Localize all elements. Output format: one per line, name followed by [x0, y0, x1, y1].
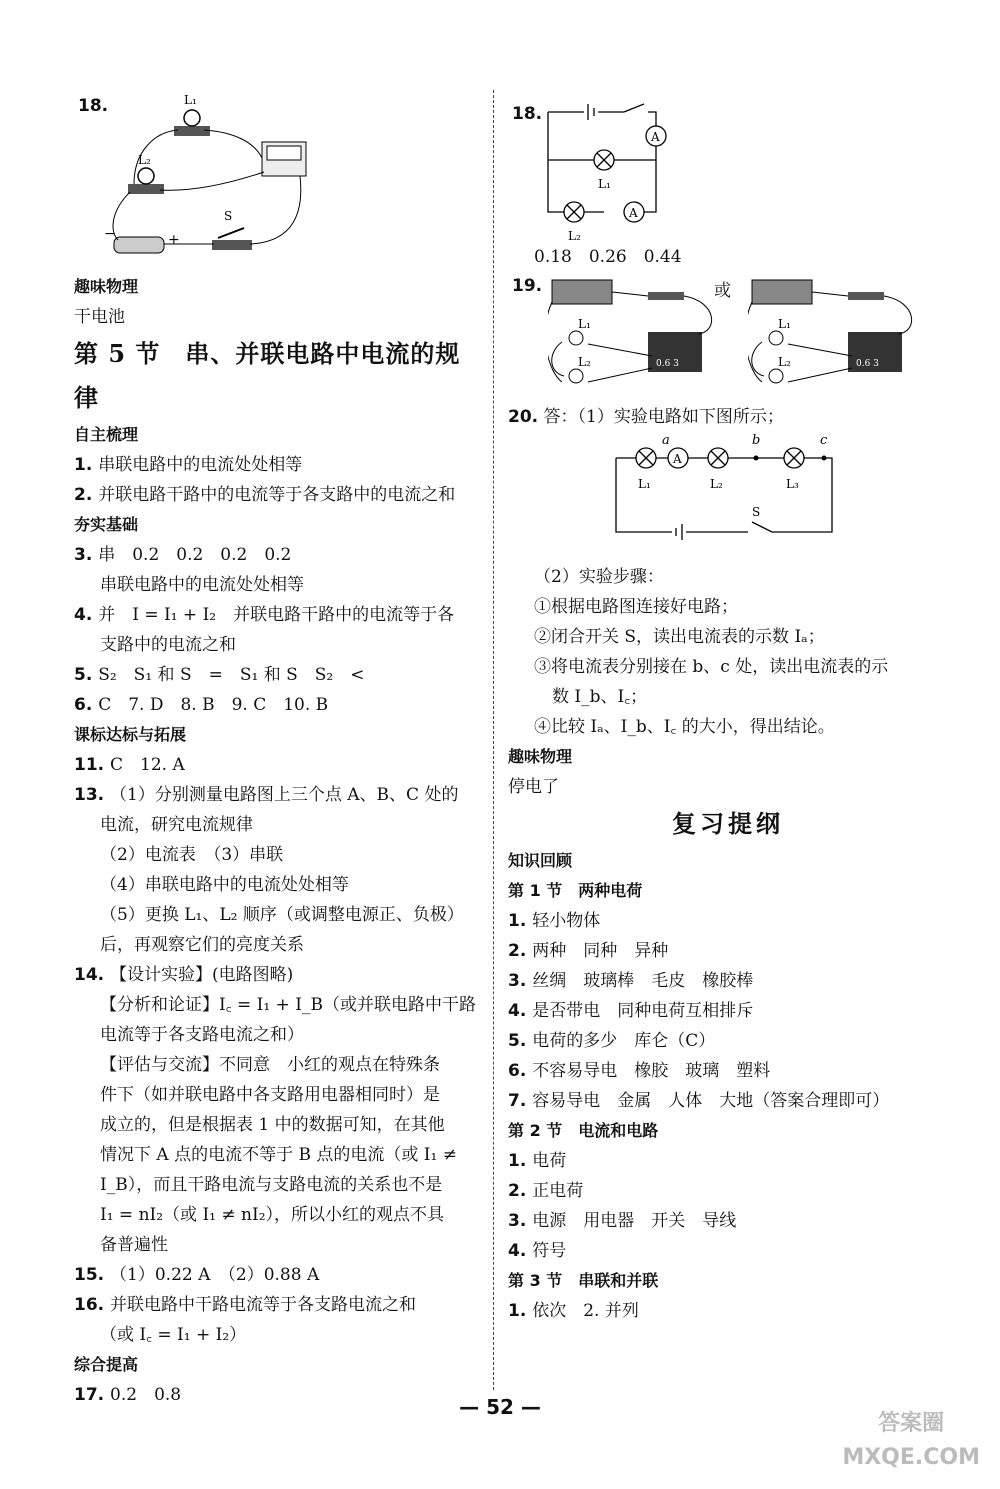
answer-line [74, 1110, 484, 1140]
answer-line [74, 810, 484, 840]
section-heading [74, 510, 484, 540]
answer-text: 第 1 节 两种电荷 [508, 881, 643, 900]
switch-lever [218, 228, 244, 238]
section-heading [508, 876, 948, 906]
label-l1: L₁ [638, 477, 651, 491]
answer-text: （2）电流表 （3）串联 [100, 845, 284, 865]
question-number: 2. [508, 941, 533, 961]
step-line: ③将电流表分别接在 b、c 处，读出电流表的示 [534, 657, 889, 677]
section-heading [74, 720, 484, 750]
answer-text: I_B），而且干路电流与支路电流的关系也不是 [100, 1175, 443, 1195]
question-number: 20. [508, 407, 539, 427]
answer-line [74, 900, 484, 930]
answer-line [508, 936, 948, 966]
label-l1: L₁ [778, 317, 791, 331]
answer-text: 两种 同种 异种 [532, 941, 669, 961]
question-number: 1. [74, 455, 99, 475]
node-c [822, 456, 827, 461]
answer-text: 0.2 0.8 [110, 1385, 182, 1405]
label-l2: L₂ [568, 229, 581, 243]
label-l2: L₂ [710, 477, 723, 491]
answer-line [74, 840, 484, 870]
answer-line [74, 780, 484, 810]
answer-line [74, 540, 484, 570]
answer-text: 不容易导电 橡胶 玻璃 塑料 [532, 1061, 771, 1081]
answer-line [508, 1086, 948, 1116]
bulb-base [128, 184, 164, 194]
answer-text: 第 3 节 串联和并联 [508, 1271, 659, 1290]
answer-line [74, 960, 484, 990]
bulb-l2-icon [569, 369, 583, 383]
question-number: 17. [74, 1385, 111, 1405]
bulb-base [174, 126, 210, 136]
step-line: ②闭合开关 S，读出电流表的示数 Iₐ； [534, 627, 825, 647]
label-l2: L₂ [578, 355, 591, 369]
left-column [74, 92, 484, 1410]
answer-line [508, 1296, 948, 1326]
question-number: 1. [508, 911, 533, 931]
answer-text: C 12. A [110, 755, 185, 775]
q18-answer: 0.18 0.26 0.44 [534, 247, 682, 267]
answer-line [74, 1230, 484, 1260]
switch-icon [648, 292, 684, 300]
answer-text: 串联电路中的电流处处相等 [100, 575, 304, 595]
review-list [508, 846, 948, 1326]
battery-pack-icon [752, 280, 812, 304]
answer-text: 电荷 [532, 1151, 567, 1171]
section-heading [508, 1116, 948, 1146]
switch-base [212, 240, 252, 250]
answer-line [74, 600, 484, 630]
answer-line [74, 1140, 484, 1170]
answer-text: （5）更换 L₁、L₂ 顺序（或调整电源正、负极） [100, 905, 464, 925]
answer-line [74, 660, 484, 690]
question-number: 5. [508, 1031, 533, 1051]
answer-line [74, 1320, 484, 1350]
answer-text: S₂ S₁ 和 S = S₁ 和 S S₂ < [98, 665, 365, 685]
question-number: 2. [74, 485, 99, 505]
section-heading [508, 846, 948, 876]
watermark-line2: MXQE.COM [842, 1445, 980, 1470]
answer-text: 【分析和论证】I꜀ = I₁ + I_B（或并联电路中干路 [100, 995, 476, 1015]
label-l1: L₁ [184, 93, 197, 107]
ammeter-dial [267, 146, 301, 160]
answer-line [508, 1176, 948, 1206]
label-s: S [224, 209, 233, 223]
wire [616, 458, 832, 540]
answer-text: 课标达标与拓展 [74, 725, 187, 744]
right-column [508, 92, 948, 1326]
answer-line [74, 930, 484, 960]
answer-text: 依次 2. 并列 [532, 1301, 639, 1321]
answer-text: 并联电路干路中的电流等于各支路中的电流之和 [98, 485, 456, 505]
answer-text: 符号 [532, 1241, 567, 1261]
q20-figure [508, 432, 948, 562]
answer-text: 支路中的电流之和 [100, 635, 236, 655]
answer-text: 容易导电 金属 人体 大地（答案合理即可） [532, 1091, 890, 1111]
label-l2: L₂ [138, 153, 151, 167]
node-b [754, 456, 759, 461]
label-a2: A [629, 206, 638, 220]
label-l2: L₂ [778, 355, 791, 369]
answer-line [74, 690, 484, 720]
question-number: 16. [74, 1295, 111, 1315]
label-minus: − [104, 226, 116, 242]
answer-line [74, 1200, 484, 1230]
answer-text: 正电荷 [532, 1181, 584, 1201]
label-s: S [752, 505, 761, 519]
question-number: 1. [508, 1151, 533, 1171]
answer-text: 串联电路中的电流处处相等 [98, 455, 303, 475]
left-answer-list [74, 420, 484, 1410]
section-heading [74, 1350, 484, 1380]
label-plus: + [168, 232, 180, 248]
answer-text: I₁ = nI₂（或 I₁ ≠ nI₂），所以小红的观点不具 [100, 1205, 445, 1225]
q20-line [508, 402, 948, 432]
answer-text: 夯实基础 [74, 515, 139, 534]
answer-text: 是否带电 同种电荷互相排斥 [532, 1001, 754, 1021]
q19-figure [508, 272, 948, 402]
answer-text: 后，再观察它们的亮度关系 [100, 935, 304, 955]
wire [204, 130, 262, 158]
step-line: ④比较 Iₐ、I_b、I꜀ 的大小，得出结论。 [534, 717, 835, 737]
question-number: 3. [74, 545, 99, 565]
answer-text: 备普遍性 [100, 1235, 168, 1255]
question-number: 3. [508, 971, 533, 991]
circuit-drawing [104, 92, 364, 272]
physical-circuit-1 [548, 272, 738, 402]
wire [250, 176, 301, 244]
answer-line [74, 1050, 484, 1080]
answer-text: 成立的，但是根据表 1 中的数据可知，在其他 [100, 1115, 445, 1135]
meter-scale: 0.6 3 [856, 359, 879, 369]
bulb-l1-icon [184, 110, 200, 126]
answer-line [508, 966, 948, 996]
answer-line [74, 1020, 484, 1050]
watermark-logo [842, 1407, 980, 1475]
series-circuit-schematic [612, 432, 852, 552]
section-title: 第 5 节 串、并联电路中电流的规律 [74, 339, 461, 412]
answer-text: 电源 用电器 开关 导线 [532, 1211, 737, 1231]
meter-scale: 0.6 3 [656, 359, 679, 369]
battery-icon [114, 237, 164, 253]
question-number: 18. [512, 104, 543, 124]
question-number: 2. [508, 1181, 533, 1201]
question-number: 4. [508, 1241, 533, 1261]
answer-line [508, 1146, 948, 1176]
question-number: 13. [74, 785, 111, 805]
answer-line [74, 630, 484, 660]
answer-text: 串 0.2 0.2 0.2 0.2 [98, 545, 292, 565]
answer-text: C 7. D 8. B 9. C 10. B [98, 695, 329, 715]
step-line: 数 I_b、I꜀； [552, 687, 648, 707]
label-ammeter: A [673, 452, 682, 466]
section-heading [74, 420, 484, 450]
answer-line [74, 990, 484, 1020]
answer-text: 知识回顾 [508, 851, 573, 870]
answer-text: （1）分别测量电路图上三个点 A、B、C 处的 [110, 785, 459, 805]
question-number: 11. [74, 755, 111, 775]
label-point-c: c [820, 433, 828, 448]
answer-text: （1）0.22 A （2）0.88 A [110, 1265, 320, 1285]
answer-text: 并 I = I₁ + I₂ 并联电路干路中的电流等于各 [98, 605, 455, 625]
answer-line [508, 1206, 948, 1236]
answer-line [74, 480, 484, 510]
answer-text: 丝绸 玻璃棒 毛皮 橡胶棒 [532, 971, 754, 991]
answer-text: （或 I꜀ = I₁ + I₂） [100, 1325, 247, 1345]
question-number: 4. [74, 605, 99, 625]
fun-physics-heading: 趣味物理 [74, 277, 139, 296]
or-label: 或 [714, 281, 731, 301]
question-number: 6. [508, 1061, 533, 1081]
answer-text: 情况下 A 点的电流不等于 B 点的电流（或 I₁ ≠ [100, 1145, 457, 1165]
switch-icon [848, 292, 884, 300]
question-number: 5. [74, 665, 99, 685]
question-number: 14. [74, 965, 111, 985]
q20-steps [508, 562, 948, 742]
fun-physics-answer: 停电了 [508, 777, 559, 797]
answer-line [74, 1290, 484, 1320]
answer-text: 自主梳理 [74, 425, 139, 444]
answer-text: 【设计实验】(电路图略) [110, 965, 294, 985]
step-line: （2）实验步骤： [534, 567, 664, 587]
answer-line [74, 870, 484, 900]
bulb-l1-icon [569, 331, 583, 345]
answer-line [74, 1260, 484, 1290]
question-number: 3. [508, 1211, 533, 1231]
question-number: 7. [508, 1091, 533, 1111]
question-number: 6. [74, 695, 99, 715]
answer-text: 电流等于各支路电流之和） [100, 1025, 304, 1045]
q20-text: 答：（1）实验电路如下图所示； [543, 407, 784, 427]
answer-text: （4）串联电路中的电流处处相等 [100, 875, 349, 895]
label-l3: L₃ [786, 477, 799, 491]
answer-line [74, 450, 484, 480]
answer-line [508, 906, 948, 936]
answer-line [508, 1026, 948, 1056]
answer-text: 件下（如并联电路中各支路用电器相同时）是 [100, 1085, 440, 1105]
answer-text: 并联电路中干路电流等于各支路电流之和 [110, 1295, 417, 1315]
section-heading [508, 1266, 948, 1296]
answer-line [74, 1080, 484, 1110]
answer-text: 第 2 节 电流和电路 [508, 1121, 659, 1140]
label-l1: L₁ [578, 317, 591, 331]
label-a: A [651, 130, 660, 144]
answer-text: 轻小物体 [532, 911, 601, 931]
question-number: 19. [512, 276, 543, 296]
bulb-l2-icon [138, 168, 154, 184]
answer-line [508, 1236, 948, 1266]
step-line: ①根据电路图连接好电路； [534, 597, 738, 617]
answer-line [74, 750, 484, 780]
answer-text: 电流，研究电流规律 [100, 815, 253, 835]
column-divider [493, 90, 494, 1390]
answer-text: 【评估与交流】不同意 小红的观点在特殊条 [100, 1055, 440, 1075]
label-point-a: a [662, 433, 670, 448]
review-title: 复习提纲 [672, 809, 784, 838]
question-number: 1. [508, 1301, 533, 1321]
answer-line [508, 1056, 948, 1086]
bulb-l2-icon [769, 369, 783, 383]
label-point-b: b [752, 433, 761, 448]
watermark-line1: 答案圈 [878, 1411, 945, 1436]
wire [160, 172, 264, 190]
fun-physics-answer: 干电池 [74, 307, 125, 327]
question-number: 15. [74, 1265, 111, 1285]
answer-text: 电荷的多少 库仑（C） [532, 1031, 716, 1051]
answer-line [74, 1170, 484, 1200]
question-number: 18. [78, 96, 109, 116]
label-l1: L₁ [598, 177, 611, 191]
q18-left-figure [74, 92, 484, 272]
answer-text: 综合提高 [74, 1355, 139, 1374]
physical-circuit-2 [748, 272, 938, 402]
fun-physics-heading: 趣味物理 [508, 747, 573, 766]
bulb-l1-icon [769, 331, 783, 345]
answer-line [74, 570, 484, 600]
circuit-schematic [544, 102, 744, 252]
question-number: 4. [508, 1001, 533, 1021]
page-number: — 52 — [459, 1395, 541, 1419]
answer-line [508, 996, 948, 1026]
q18-right-figure [508, 92, 948, 242]
wire [548, 112, 604, 212]
battery-pack-icon [552, 280, 612, 304]
